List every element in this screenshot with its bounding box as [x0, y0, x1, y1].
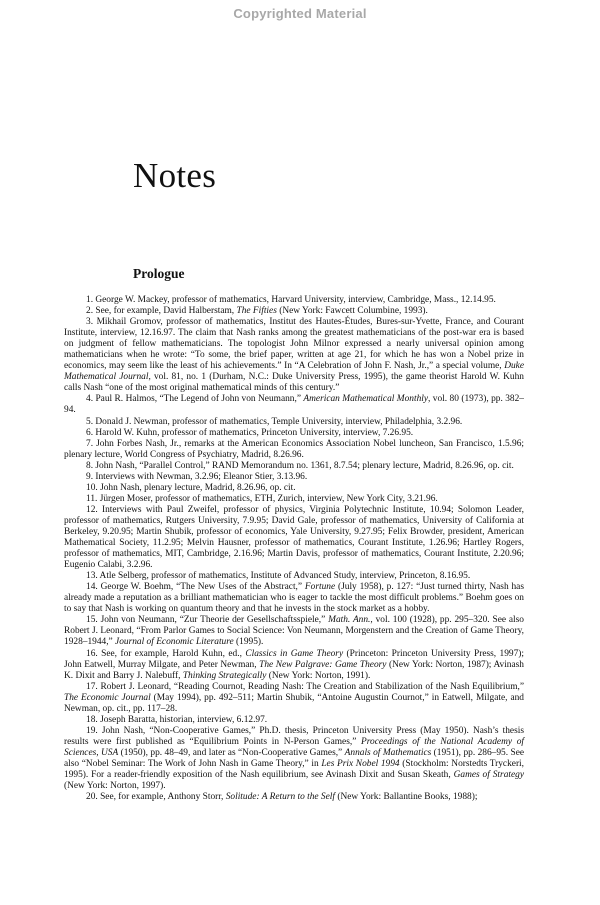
page-title: Notes — [133, 156, 217, 195]
section-heading: Prologue — [133, 266, 185, 281]
note-entry: 14. George W. Boehm, “The New Uses of the Abstract,” Fortune (July 1958), p. 127: “Just turned thirty, Nash has already made a reputation as a brilliant mathematician who is eager to tackle the most difficult problems.” Boehm goes on to say that Nash is working on quantum theory and that he invests in the stock market as a hobby. — [64, 582, 524, 615]
note-entry: 4. Paul R. Halmos, “The Legend of John von Neumann,” American Mathematical Monthly, vol. 80 (1973), pp. 382–94. — [64, 394, 524, 416]
note-entry: 16. See, for example, Harold Kuhn, ed., Classics in Game Theory (Princeton: Princeton University Press, 1997); John Eatwell, Murray Milgate, and Peter Newman, The New Palgrave: Game Theory (New York: Norton, 1987); Avinash K. Dixit and Barry J. Nalebuff, Thinking Strategically (New York: Norton, 1991). — [64, 648, 525, 681]
note-entry: 17. Robert J. Leonard, “Reading Cournot, Reading Nash: The Creation and Stabilization of the Nash Equilibrium,” The Economic Journal (May 1994), pp. 492–511; Martin Shubik, “Antoine Augustin Cournot,” in Eatwell, Milgate, and Newman, op. cit., pp. 117–28. — [64, 681, 524, 714]
note-entry: 8. John Nash, “Parallel Control,” RAND Memorandum no. 1361, 8.7.54; plenary lecture, Madrid, 8.26.96, op. cit. — [86, 460, 514, 471]
note-entry: 13. Atle Selberg, professor of mathematics, Institute of Advanced Study, interview, Princeton, 8.16.95. — [86, 571, 471, 582]
note-entry: 18. Joseph Baratta, historian, interview, 6.12.97. — [86, 714, 268, 725]
note-entry: 3. Mikhail Gromov, professor of mathematics, Institut des Hautes-Études, Bures-sur-Yvette, France, and Courant Institute, interview, 12.16.97. The claim that Nash ranks among the greatest mathematicians of the post-war era is based on judgment of fellow mathematicians. The topologist John Milnor expressed a nearly universal opinion among mathematicians when he wrote: “To some, the brief paper, written at age 21, for which he has won a Nobel prize in economics, may seem like the least of his achievements.” In “A Celebration of John F. Nash, Jr.,” a special volume, Duke Mathematical Journal, vol. 81, no. 1 (Durham, N.C.: Duke University Press, 1995), the game theorist Harold W. Kuhn calls Nash “one of the most original mathematical minds of this century.” — [64, 317, 524, 394]
notes-list — [64, 295, 524, 803]
copyright-watermark: Copyrighted Material — [233, 6, 367, 21]
note-entry: 12. Interviews with Paul Zweifel, professor of physics, Virginia Polytechnic Institute, 10.94; Solomon Leader, professor of mathematics, Rutgers University, 7.9.95; David Gale, professor of mathematics, University of California at Berkeley, 9.20.95; Martin Shubik, professor of economics, Yale University, 9.27.95; Felix Browder, president, American Mathematical Society, 11.2.95; Melvin Hausner, professor of mathematics, Courant Institute, 1.26.96; Hartley Rogers, professor of mathematics, MIT, Cambridge, 2.16.96; Martin Davis, professor of mathematics, Courant Institute, 2.20.96; Eugenio Calabi, 3.2.96. — [64, 504, 524, 571]
note-entry: 9. Interviews with Newman, 3.2.96; Eleanor Stier, 3.13.96. — [86, 471, 308, 482]
note-entry: 11. Jürgen Moser, professor of mathematics, ETH, Zurich, interview, New York City, 3.21.96. — [86, 493, 438, 504]
note-entry: 7. John Forbes Nash, Jr., remarks at the American Economics Association Nobel luncheon, San Francisco, 1.5.96; plenary lecture, World Congress of Psychiatry, Madrid, 8.26.96. — [64, 438, 524, 460]
note-entry: 15. John von Neumann, “Zur Theorie der Gesellschaftsspiele,” Math. Ann., vol. 100 (1928), pp. 295–320. See also Robert J. Leonard, “From Parlor Games to Social Science: Von Neumann, Morgenstern and the Creation of Game Theory, 1928–1944,” Journal of Economic Literature (1995). — [64, 615, 524, 648]
note-entry: 20. See, for example, Anthony Storr, Solitude: A Return to the Self (New York: Ballantine Books, 1988); — [86, 792, 478, 803]
note-entry: 6. Harold W. Kuhn, professor of mathematics, Princeton University, interview, 7.26.95. — [86, 427, 414, 438]
note-entry: 1. George W. Mackey, professor of mathematics, Harvard University, interview, Cambridge, Mass., 12.14.95. — [86, 295, 496, 305]
note-entry: 19. John Nash, “Non-Cooperative Games,” Ph.D. thesis, Princeton University Press (May 1950). Nash’s thesis results were first published as “Equilibrium Points in N-Person Games,” Proceedings of the National Academy of Sciences, USA (1950), pp. 48–49, and later as “Non-Cooperative Games,” Annals of Mathematics (1951), pp. 286–95. See also “Nobel Seminar: The Work of John Nash in Game Theory,” in Les Prix Nobel 1994 (Stockholm: Norstedts Tryckeri, 1995). For a reader-friendly exposition of the Nash equilibrium, see Avinash Dixit and Susan Skeath, Games of Strategy (New York: Norton, 1997). — [64, 725, 525, 792]
note-entry: 2. See, for example, David Halberstam, The Fifties (New York: Fawcett Columbine, 1993). — [86, 306, 428, 317]
note-entry: 10. John Nash, plenary lecture, Madrid, 8.26.96, op. cit. — [86, 482, 296, 493]
note-entry: 5. Donald J. Newman, professor of mathematics, Temple University, interview, Philadelphia, 3.2.96. — [86, 416, 463, 427]
